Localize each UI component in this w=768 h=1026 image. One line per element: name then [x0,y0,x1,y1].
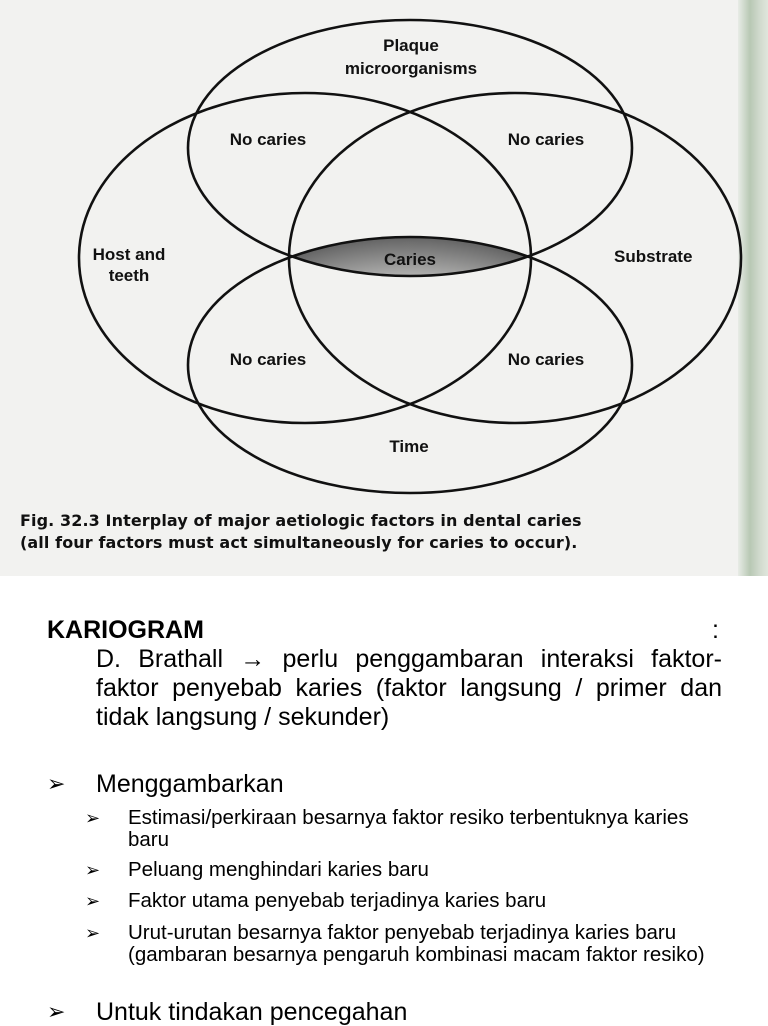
label-host-2: teeth [108,266,150,285]
sub-bullet-text: Peluang menghindari karies baru [128,858,429,881]
label-no-caries-bottom-left: No caries [229,350,307,369]
sub-bullet-text: Faktor utama penyebab terjadinya karies baru [128,889,547,912]
sub-bullet-peluang [85,859,705,881]
label-time: Time [389,437,429,456]
label-no-caries-top-left: No caries [229,130,307,149]
figure-caption-line2: (all four factors must act simultaneously for caries to occur). [20,533,578,552]
arrow-bullet-icon: ➢ [47,999,66,1024]
sub-bullet-text: Estimasi/perkiraan besarnya faktor resiko terbentuknya karies baru [128,806,689,851]
figure-caption-line1: Fig. 32.3 Interplay of major aetiologic factors in dental caries [20,511,582,530]
arrow-bullet-icon: ➢ [85,860,101,880]
label-caries: Caries [384,250,436,269]
bullet-text: Untuk tindakan pencegahan [96,998,408,1026]
sub-bullet-faktor-utama [85,890,705,912]
bullet-text: Menggambarkan [96,770,284,798]
label-substrate: Substrate [614,247,693,266]
arrow-bullet-icon: ➢ [85,808,101,828]
sub-bullet-urut-urutan [85,922,705,966]
label-plaque-1: Plaque [383,36,439,55]
kariogram-colon: : [712,616,719,644]
kariogram-description: D. Brathall → perlu penggambaran interaksi faktor-faktor penyebab karies (faktor langsung / primer dan tidak langsung / sekunder) [96,645,722,731]
kariogram-title: KARIOGRAM [47,616,204,644]
label-no-caries-top-right: No caries [507,130,585,149]
arrow-bullet-icon: ➢ [85,923,101,943]
arrow-bullet-icon: ➢ [47,771,66,796]
sub-bullet-estimasi [85,807,705,851]
slide-text [0,576,768,1024]
label-plaque-2: microorganisms [344,59,478,78]
label-host-1: Host and [92,245,166,264]
arrow-bullet-icon: ➢ [85,891,101,911]
label-no-caries-bottom-right: No caries [507,350,585,369]
sub-bullet-text: Urut-urutan besarnya faktor penyebab terjadinya karies baru (gambaran besarnya pengaruh kombinasi macam faktor resiko) [128,921,705,966]
